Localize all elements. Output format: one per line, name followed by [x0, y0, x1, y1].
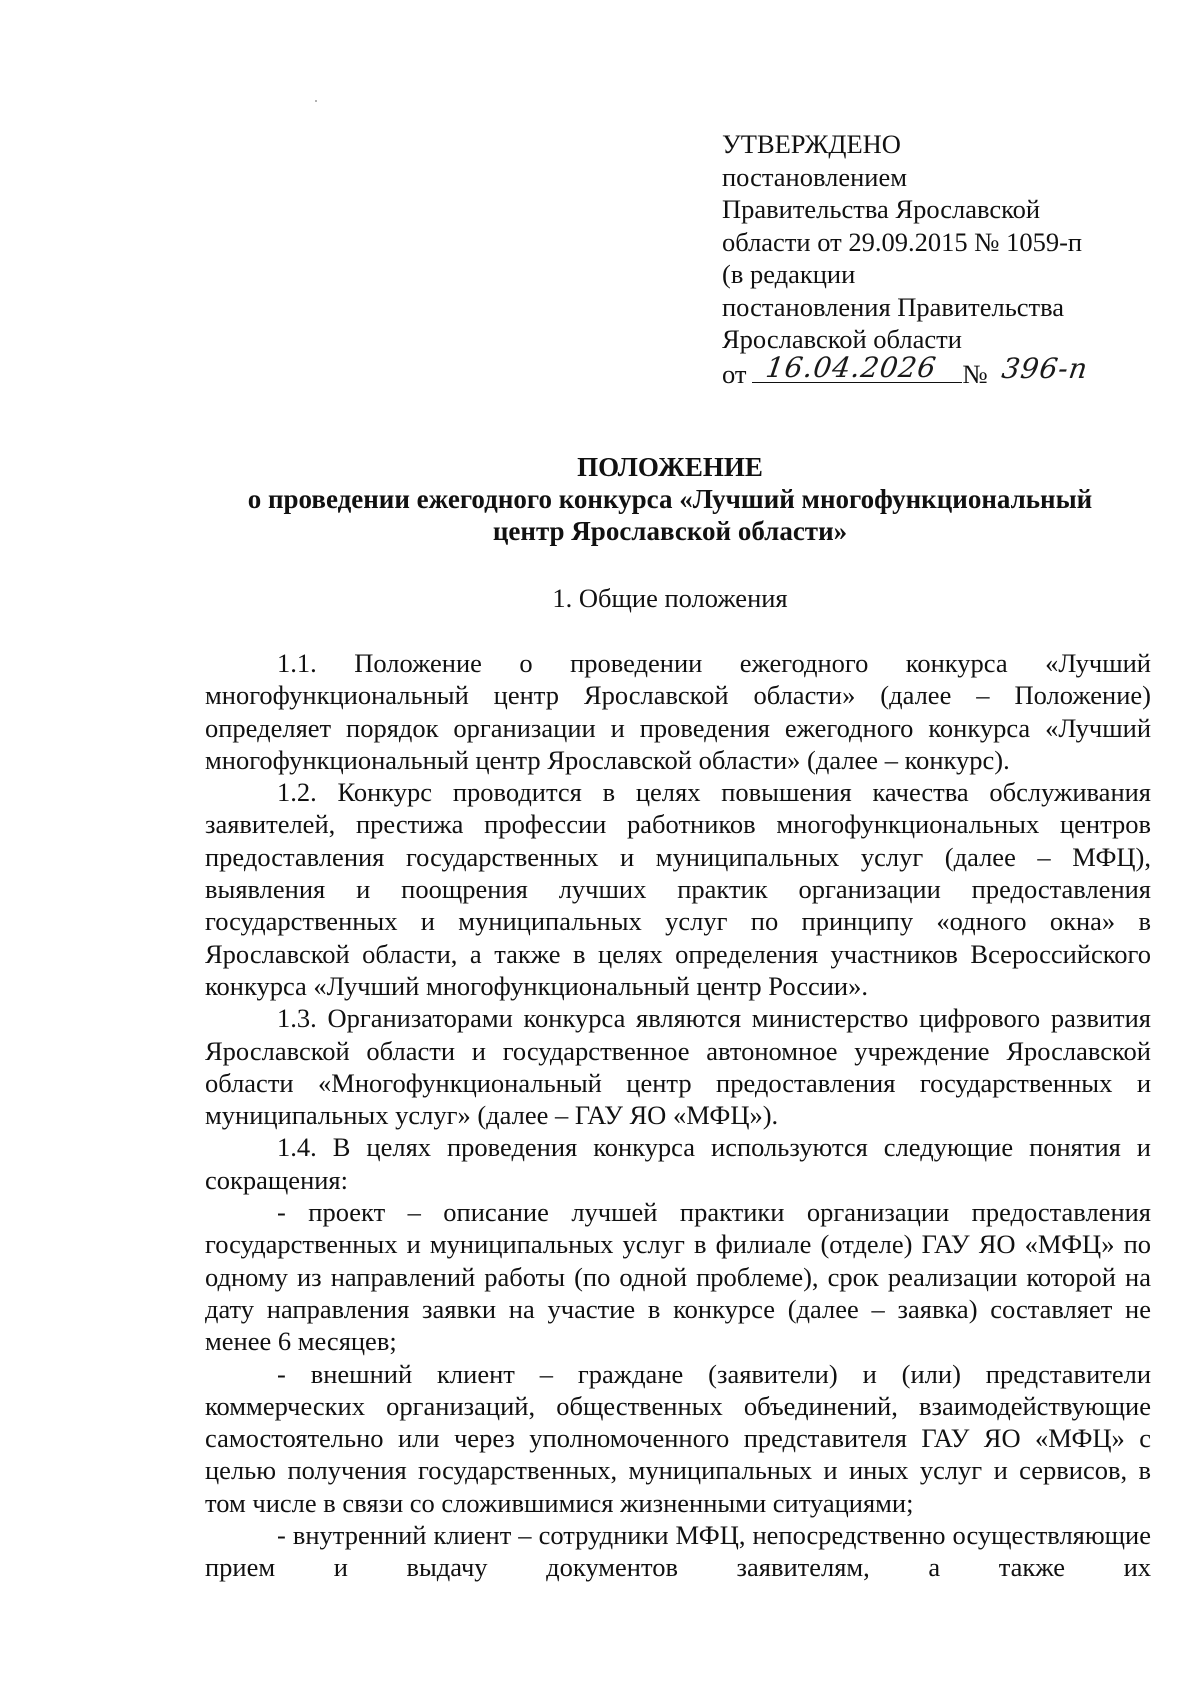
paragraph: - внешний клиент – граждане (заявители) и (или) представители коммерческих организаций, общественных объединений, взаимодействующие самостоятельно или через уполномоченного представителя ГАУ ЯО «МФЦ» с целью получения государственных, муниципальных и иных услуг и сервисов, в том числе в связи со сложившимися жизненными ситуациями; [205, 1358, 1151, 1518]
section-heading: 1. Общие положения [552, 583, 788, 613]
title-main: ПОЛОЖЕНИЕ [577, 452, 763, 482]
paragraph: 1.4. В целях проведения конкурса используются следующие понятия и сокращения: [205, 1132, 1151, 1195]
handwritten-number: 396-п [999, 351, 1091, 385]
paragraph: - проект – описание лучшей практики организации предоставления государственных и муниципальных услуг в филиале (отделе) ГАУ ЯО «МФЦ» по одному из направлений работы (по одной проблеме), срок реализации которой на дату направления заявки на участие в конкурсе (далее – заявка) составляет не менее 6 месяцев; [205, 1197, 1151, 1357]
approval-line: постановления Правительства [722, 291, 1065, 322]
approval-line: Правительства Ярославской [722, 194, 1041, 224]
paragraph: 1.2. Конкурс проводится в целях повышения качества обслуживания заявителей, престижа профессии работников многофункциональных центров предоставления государственных и муниципальных услуг (далее – МФЦ), выявления и поощрения лучших практик организации предоставления государственных и муниципальных услуг по принципу «одного окна» в Ярославской области, а также в целях определения участников Всероссийского конкурса «Лучший многофункциональный центр России». [205, 777, 1151, 1001]
handwritten-date: 16.04.2026 [764, 350, 940, 384]
approval-line: Ярославской области [722, 324, 962, 354]
title-subtitle-line: о проведении ежегодного конкурса «Лучший многофункциональный [247, 484, 1093, 514]
approval-date-row [722, 350, 1091, 391]
title-subtitle-line: центр Ярославской области» [492, 516, 848, 546]
approval-line: (в редакции [722, 259, 856, 289]
document-title [200, 451, 1140, 547]
paragraph: 1.3. Организаторами конкурса являются министерство цифрового развития Ярославской области и государственное автономное учреждение Ярославской области «Многофункциональный центр предоставления государственных и муниципальных услуг» (далее – ГАУ ЯО «МФЦ»). [205, 1003, 1151, 1131]
section-body [205, 647, 1151, 1584]
paragraph: - внутренний клиент – сотрудники МФЦ, непосредственно осуществляющие прием и выдачу документов заявителям, а также их [205, 1520, 1151, 1583]
scan-speck [315, 100, 317, 102]
date-blank-line [752, 350, 962, 384]
number-blank [994, 351, 1091, 385]
paragraph: 1.1. Положение о проведении ежегодного конкурса «Лучший многофункциональный центр Ярославской области» (далее – Положение) определяет порядок организации и проведения ежегодного конкурса «Лучший многофункциональный центр Ярославской области» (далее – конкурс). [205, 648, 1151, 775]
approval-line: области от 29.09.2015 № 1059-п [722, 226, 1083, 257]
number-prefix: № [962, 358, 988, 389]
approval-stamp-block [722, 128, 1091, 390]
date-prefix: от [722, 358, 747, 389]
approval-line: постановлением [722, 161, 907, 192]
approval-line: УТВЕРЖДЕНО [722, 129, 901, 159]
